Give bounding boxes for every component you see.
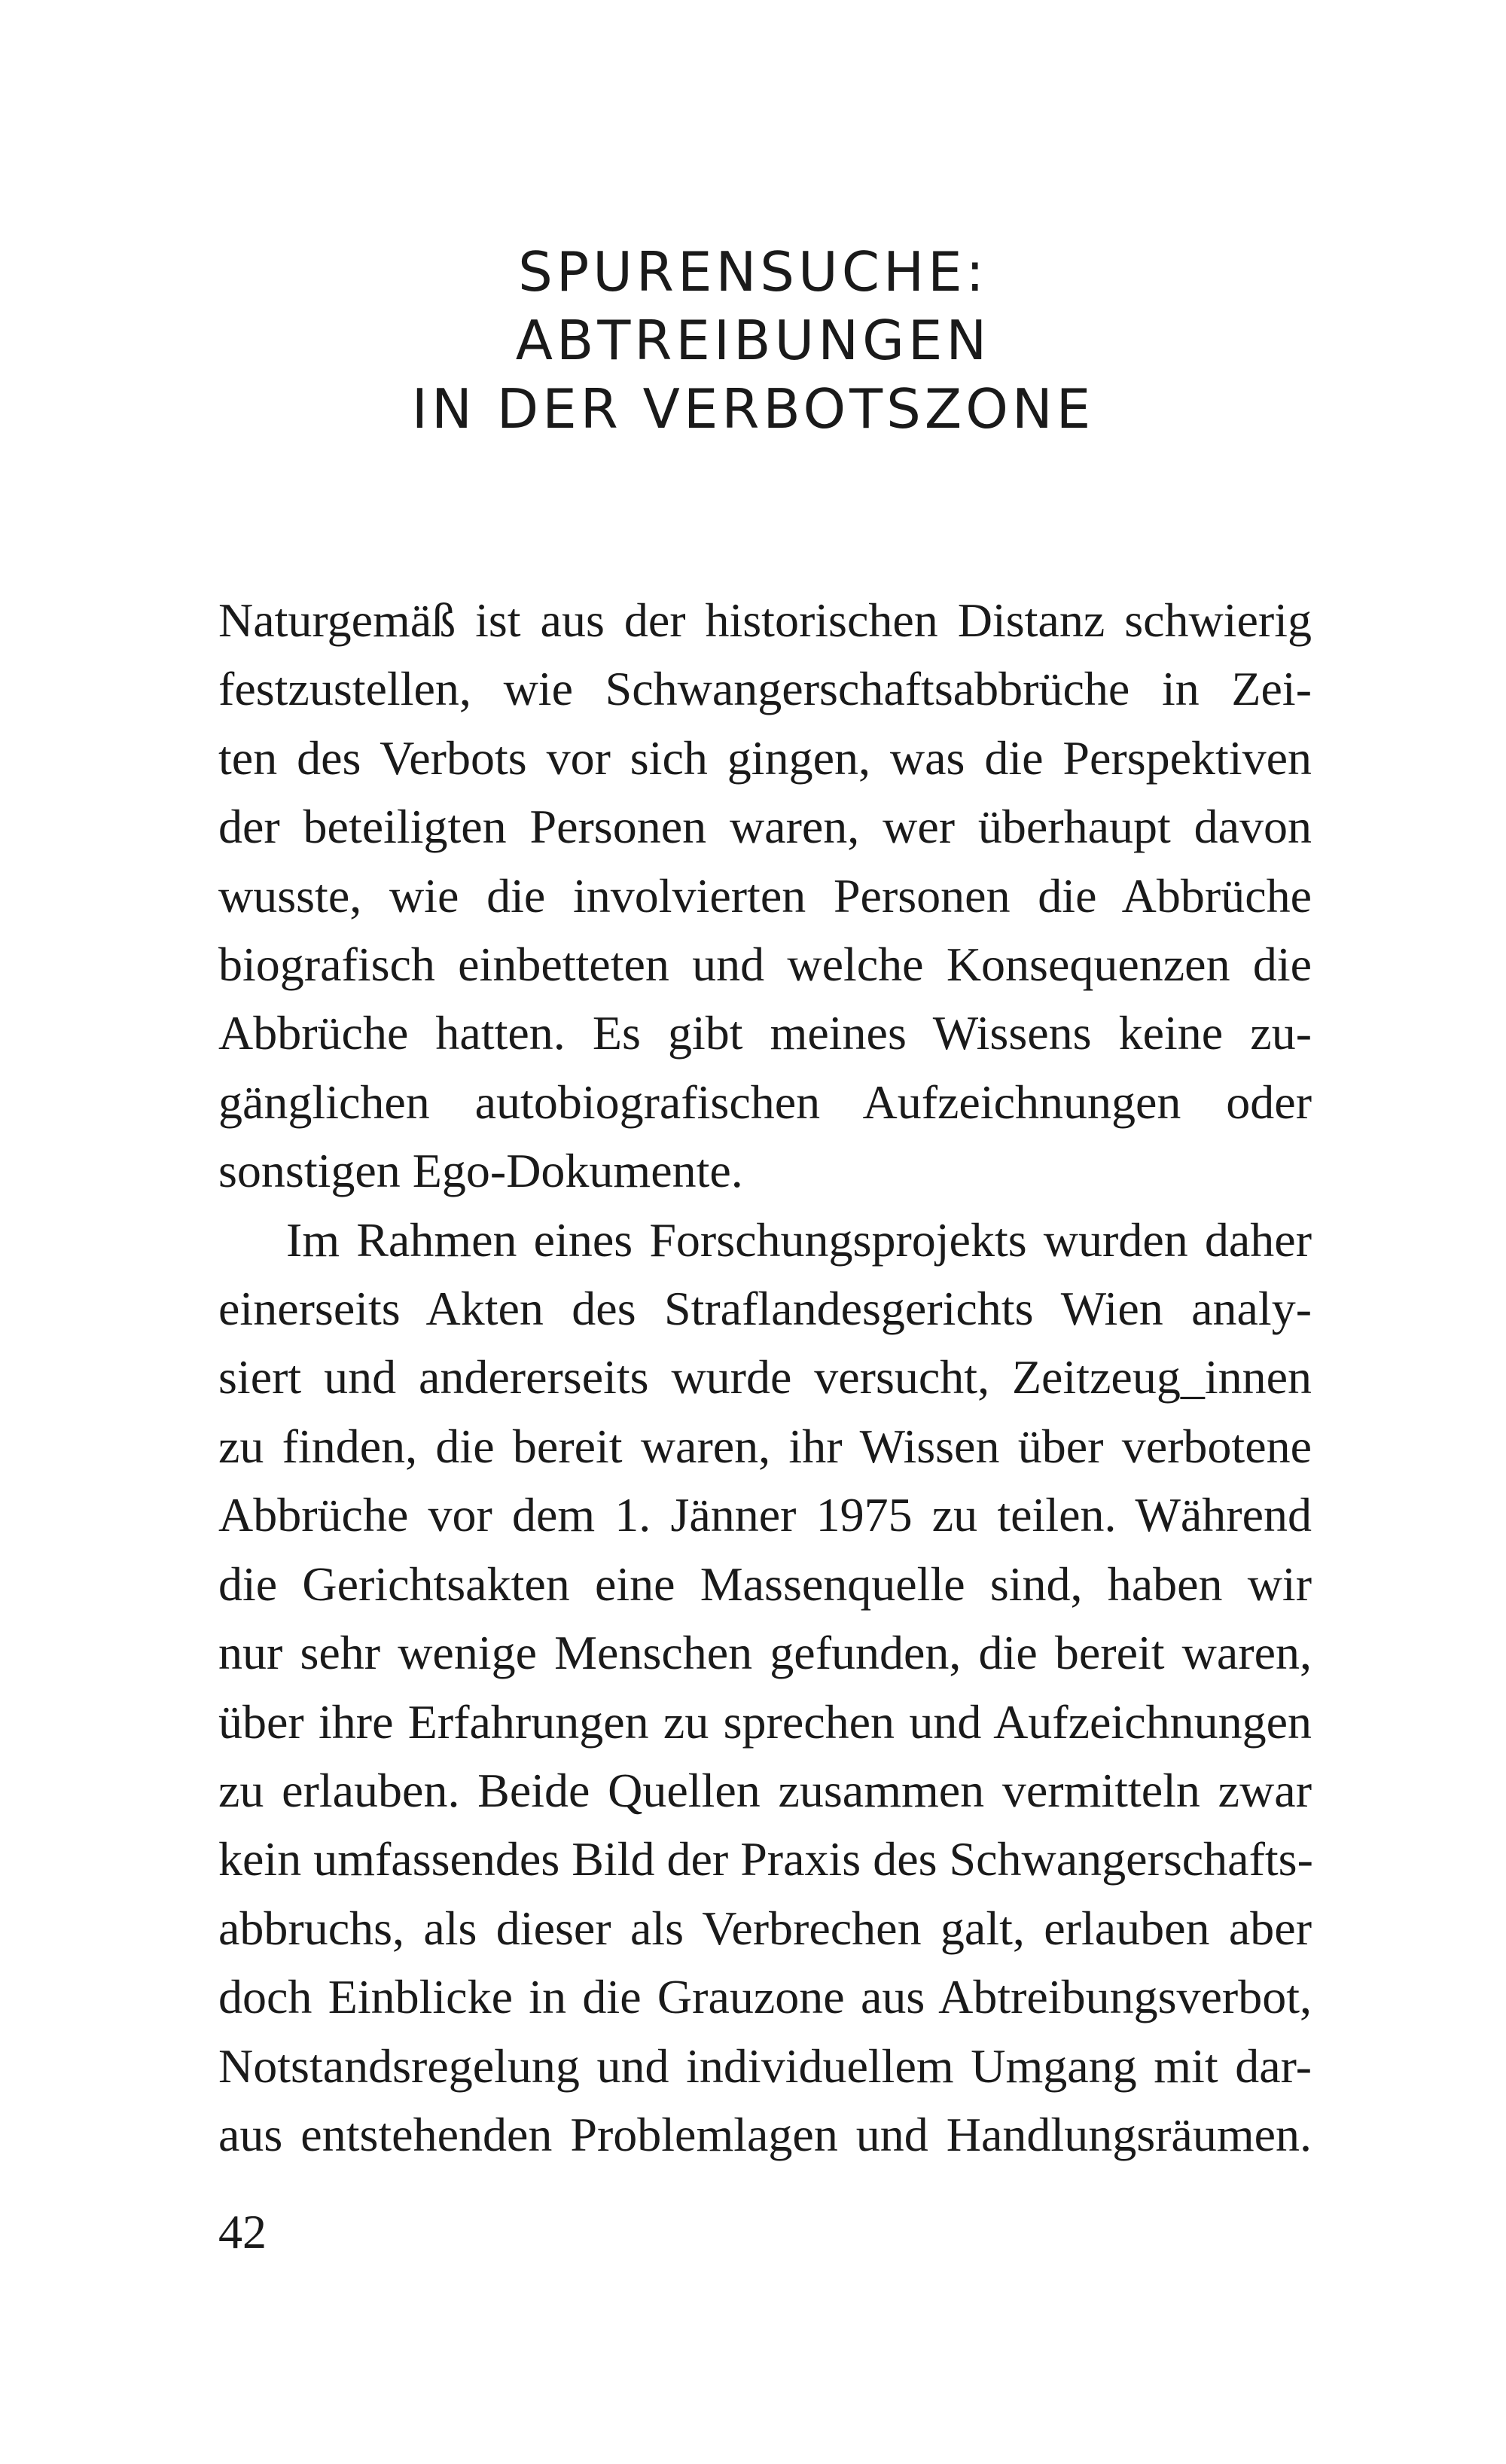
text-line: Naturgemäß ist aus der historischen Distanz schwierig [218,593,1312,647]
text-line: nur sehr wenige Menschen gefunden, die bereit waren, [218,1626,1312,1680]
chapter-title-line-3: IN DER VERBOTSZONE [411,377,1095,441]
text-line: zu erlauben. Beide Quellen zusammen vermitteln zwar [218,1763,1312,1817]
page-number: 42 [218,2205,267,2258]
text-line: aus entstehenden Problemlagen und Handlungsräumen. [218,2107,1312,2161]
text-line: einerseits Akten des Straflandesgerichts Wien analy- [218,1282,1312,1336]
text-line: Notstandsregelung und individuellem Umgang mit dar- [218,2039,1312,2093]
text-line: kein umfassendes Bild der Praxis des Schwangerschafts- [218,1832,1313,1886]
text-line: wusste, wie die involvierten Personen die Abbrüche [218,868,1312,922]
text-line: festzustellen, wie Schwangerschaftsabbrüche in Zei- [218,662,1312,716]
text-line: Abbrüche vor dem 1. Jänner 1975 zu teilen. Während [218,1488,1312,1542]
paragraph-1 [218,586,1312,1206]
text-line: über ihre Erfahrungen zu sprechen und Aufzeichnungen [218,1694,1312,1749]
text-line: abbruchs, als dieser als Verbrechen galt, erlauben aber [218,1901,1312,1955]
text-line: die Gerichtsakten eine Massenquelle sind, haben wir [218,1557,1312,1611]
text-line: gänglichen autobiografischen Aufzeichnungen oder [218,1075,1312,1129]
text-line: Im Rahmen eines Forschungsprojekts wurden daher [286,1212,1312,1267]
text-line: zu finden, die bereit waren, ihr Wissen über verbotene [218,1419,1312,1473]
text-line: Abbrüche hatten. Es gibt meines Wissens keine zu- [218,1006,1312,1060]
text-line: ten des Verbots vor sich gingen, was die Perspektiven [218,730,1312,785]
text-line: sonstigen Ego-Dokumente. [218,1144,743,1198]
paragraph-2 [218,1206,1312,2170]
text-line: der beteiligten Personen waren, wer überhaupt davon [218,800,1312,854]
text-line: doch Einblicke in die Grauzone aus Abtreibungsverbot, [218,1970,1312,2024]
text-line: siert und andererseits wurde versucht, Zeitzeug_innen [218,1350,1312,1404]
text-line: biografisch einbetteten und welche Konsequenzen die [218,938,1312,992]
chapter-title-line-1: SPURENSUCHE: [518,240,988,303]
chapter-title-line-2: ABTREIBUNGEN [515,309,991,372]
body-text [218,586,1312,2169]
chapter-title [0,238,1506,444]
